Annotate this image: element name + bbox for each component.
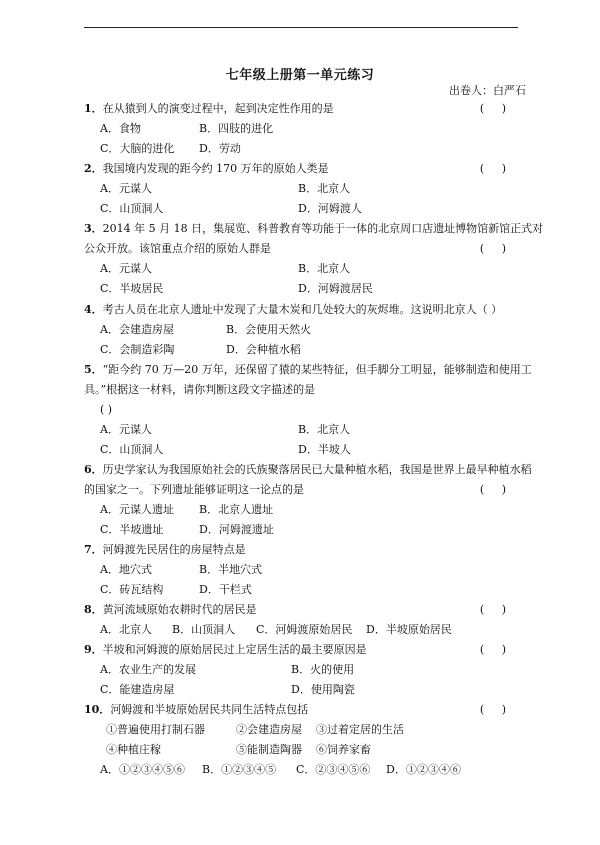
option-b: B．北京人 xyxy=(298,423,351,436)
question-stem-line-2: 公众开放。该馆重点介绍的原始人群是 xyxy=(84,242,271,255)
option-a: A．会建造房屋 xyxy=(100,323,174,336)
question-3 xyxy=(84,219,544,299)
question-number: 7． xyxy=(84,543,103,556)
question-stem: 在从猿到人的演变过程中，起到决定性作用的是 xyxy=(102,102,334,115)
answer-blank: ( ) xyxy=(479,703,506,716)
question-number: 9． xyxy=(84,643,103,656)
question-stem-line-1: 2014 年 5 月 18 日，集展览、科普教育等功能于一体的北京周口店遗址博物馆新馆正式对 xyxy=(102,222,544,235)
question-stem-line-1: 历史学家认为我国原始社会的氏族聚落居民已大量种植水稻，我国是世界上最早种植水稻 xyxy=(102,463,532,476)
question-number: 5． xyxy=(84,363,103,376)
question-7 xyxy=(84,540,524,600)
option-d: D．半坡原始居民 xyxy=(366,623,452,636)
option-a: A．元谋人 xyxy=(100,262,152,275)
question-stem-line-2: 具。”根据这一材料，请你判断这段文字描述的是 xyxy=(84,383,316,396)
question-stem-line-2: 的国家之一。下列遗址能够证明这一论点的是 xyxy=(84,483,304,496)
question-5 xyxy=(84,360,532,460)
option-d: D．会种植水稻 xyxy=(226,343,301,356)
option-c: C．会制造彩陶 xyxy=(100,343,175,356)
option-d: D．半坡人 xyxy=(298,443,351,456)
option-d: D．河姆渡人 xyxy=(298,202,362,215)
statement-item: ⑥饲养家畜 xyxy=(316,743,371,756)
question-1 xyxy=(84,99,524,159)
statement-item: ④种植庄稼 xyxy=(106,743,161,756)
author-line: 出卷人：白严石 xyxy=(449,84,526,97)
answer-blank: ( ) xyxy=(479,643,506,656)
option-a: A．①②③④⑤⑥ xyxy=(100,763,185,776)
question-number: 3． xyxy=(84,222,103,235)
question-stem: 考古人员在北京人遗址中发现了大量木炭和几处较大的灰烬堆。这说明北京人（ ） xyxy=(102,303,503,316)
question-number: 2． xyxy=(84,162,103,175)
option-a: A．农业生产的发展 xyxy=(100,663,196,676)
answer-blank: ( ) xyxy=(479,162,506,175)
option-b: B．北京人遗址 xyxy=(199,503,274,516)
option-c: C．能建造房屋 xyxy=(100,683,175,696)
option-d: D．干栏式 xyxy=(199,583,252,596)
statement-item: ③过着定居的生活 xyxy=(316,723,404,736)
answer-blank: ( ) xyxy=(100,403,113,416)
option-b: B．北京人 xyxy=(298,182,351,195)
option-a: A．地穴式 xyxy=(100,563,152,576)
option-c: C．山顶洞人 xyxy=(100,202,164,215)
option-b: B．火的使用 xyxy=(291,663,355,676)
option-d: D．①②③④⑥ xyxy=(386,763,461,776)
page-title: 七年级上册第一单元练习 xyxy=(225,68,375,83)
option-c: C．河姆渡原始居民 xyxy=(256,623,353,636)
answer-blank: ( ) xyxy=(479,242,506,255)
option-a: A．元谋人遗址 xyxy=(100,503,174,516)
question-stem: 我国境内发现的距今约 170 万年的原始人类是 xyxy=(102,162,329,175)
header-rule xyxy=(84,27,518,28)
option-d: D．河姆渡遗址 xyxy=(199,523,274,536)
statement-item: ①普遍使用打制石器 xyxy=(106,723,205,736)
option-b: B．半地穴式 xyxy=(199,563,263,576)
question-8 xyxy=(84,600,524,640)
question-stem: 黄河流域原始农耕时代的居民是 xyxy=(102,603,257,616)
question-number: 8． xyxy=(84,603,103,616)
statement-item: ②会建造房屋 xyxy=(236,723,302,736)
question-10 xyxy=(84,700,524,780)
option-b: B．山顶洞人 xyxy=(172,623,236,636)
option-a: A．北京人 xyxy=(100,623,152,636)
option-a: A．食物 xyxy=(100,122,141,135)
option-c: C．半坡遗址 xyxy=(100,523,164,536)
option-a: A．元谋人 xyxy=(100,182,152,195)
option-b: B．会使用天然火 xyxy=(226,323,312,336)
answer-blank: ( ) xyxy=(479,102,506,115)
question-6 xyxy=(84,460,532,540)
option-c: C．砖瓦结构 xyxy=(100,583,164,596)
question-number: 6． xyxy=(84,463,103,476)
answer-blank: ( ) xyxy=(479,603,506,616)
option-c: C．半坡居民 xyxy=(100,282,164,295)
option-b: B．①②③④⑤ xyxy=(202,763,277,776)
statement-item: ⑤能制造陶器 xyxy=(236,743,302,756)
question-9 xyxy=(84,640,524,700)
option-b: B．四肢的进化 xyxy=(199,122,274,135)
question-stem: 半坡和河姆渡的原始居民过上定居生活的最主要原因是 xyxy=(102,643,367,656)
option-d: D．劳动 xyxy=(199,142,241,155)
question-number: 4． xyxy=(84,303,103,316)
option-c: C．②③④⑤⑥ xyxy=(296,763,371,776)
question-4 xyxy=(84,300,524,360)
option-b: B．北京人 xyxy=(298,262,351,275)
option-d: D．使用陶瓷 xyxy=(291,683,355,696)
option-c: C．大脑的进化 xyxy=(100,142,175,155)
option-a: A．元谋人 xyxy=(100,423,152,436)
question-stem-line-1: “距今约 70 万—20 万年，还保留了猿的某些特征，但手脚分工明显，能够制造和使用工 xyxy=(102,363,532,376)
option-c: C．山顶洞人 xyxy=(100,443,164,456)
option-d: D．河姆渡居民 xyxy=(298,282,373,295)
question-number: 10． xyxy=(84,703,111,716)
question-stem: 河姆渡和半坡原始居民共同生活特点包括 xyxy=(110,703,309,716)
question-2 xyxy=(84,159,524,219)
answer-blank: ( ) xyxy=(479,483,506,496)
question-number: 1． xyxy=(84,102,103,115)
question-stem: 河姆渡先民居住的房屋特点是 xyxy=(102,543,246,556)
